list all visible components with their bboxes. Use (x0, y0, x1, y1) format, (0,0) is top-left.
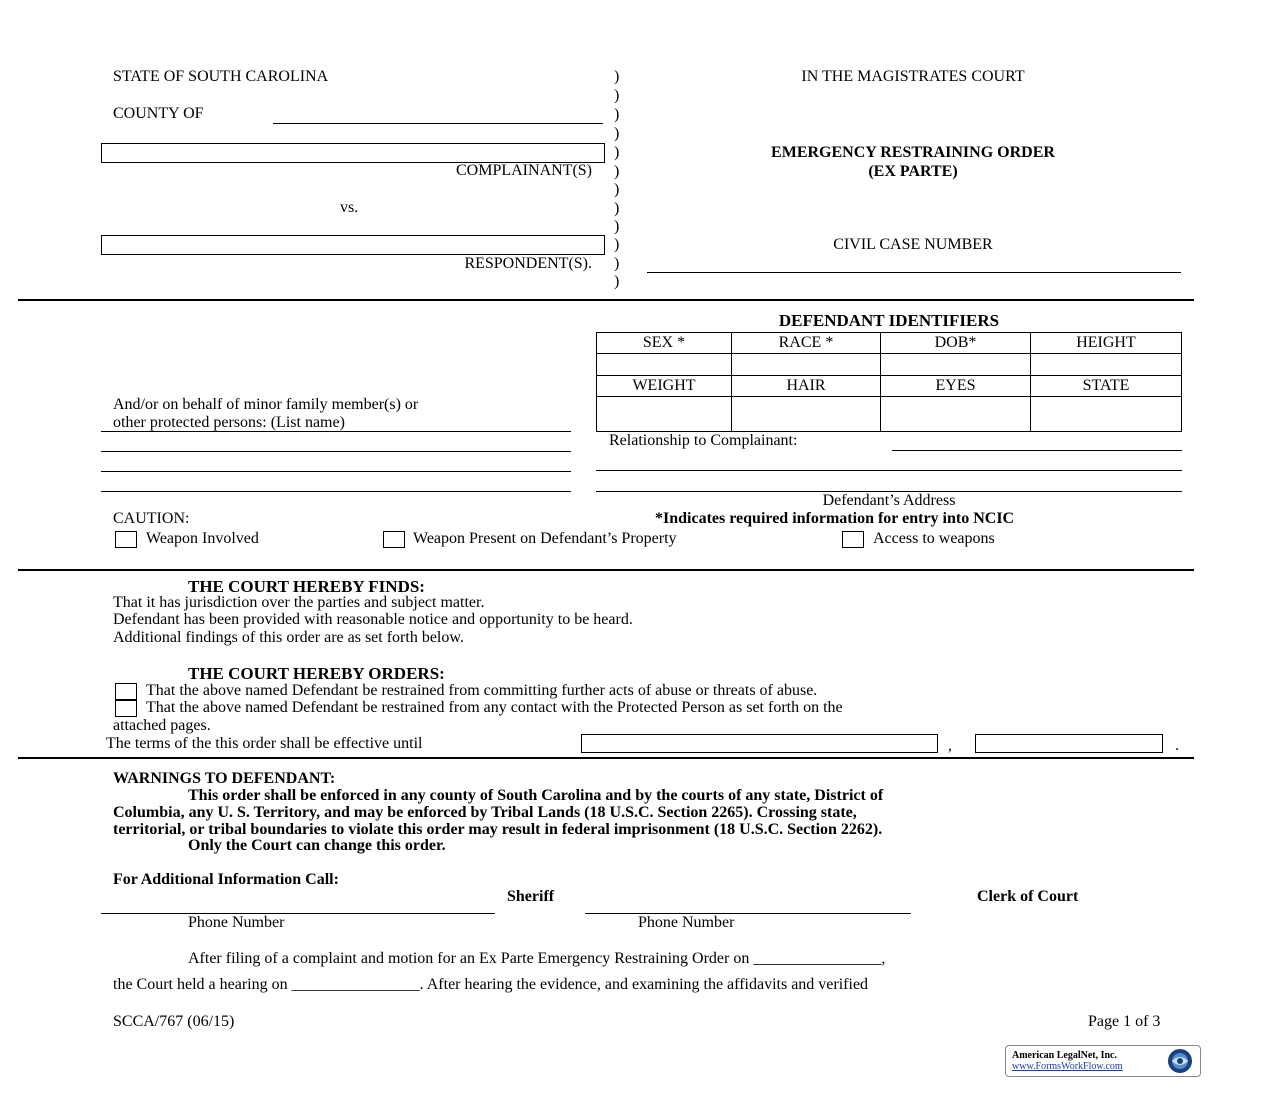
effective-label: The terms of the this order shall be effective until (106, 735, 423, 752)
minor-label-line1: And/or on behalf of minor family member(s) or (113, 396, 419, 413)
id-header-dob: DOB* (881, 333, 1031, 354)
identifiers-heading: DEFENDANT IDENTIFIERS (778, 311, 1000, 330)
paren: ) (614, 163, 620, 180)
finding-line: Additional findings of this order are as set forth below. (113, 629, 464, 646)
access-weapons-label: Access to weapons (873, 530, 995, 547)
minor-line[interactable] (101, 451, 571, 452)
complainant-label: COMPLAINANT(S) (456, 162, 592, 179)
paren: ) (614, 200, 620, 217)
paren: ) (614, 218, 620, 235)
clerk-phone-label: Phone Number (638, 914, 735, 931)
id-weight-cell[interactable] (597, 397, 732, 432)
county-line (273, 123, 603, 124)
id-race-cell[interactable] (732, 354, 881, 376)
order-contact-text-cont: attached pages. (113, 717, 211, 734)
weapon-present-label: Weapon Present on Defendant’s Property (413, 530, 677, 547)
effective-date-field[interactable] (581, 734, 938, 753)
id-header-race: RACE * (732, 333, 881, 354)
section-divider (18, 299, 1194, 301)
clerk-label: Clerk of Court (977, 888, 1079, 905)
id-height-cell[interactable] (1031, 354, 1182, 376)
hearing-line2: the Court held a hearing on ________________. After hearing the evidence, and examining the affidavits and verified (113, 976, 869, 993)
minor-line[interactable] (101, 491, 571, 492)
paren: ) (614, 125, 620, 142)
access-weapons-checkbox[interactable] (842, 531, 864, 548)
weapon-involved-label: Weapon Involved (146, 530, 259, 547)
complainant-field[interactable] (101, 143, 605, 163)
weapon-present-checkbox[interactable] (383, 531, 405, 548)
section-divider (18, 569, 1194, 571)
id-header-sex: SEX * (597, 333, 732, 354)
order-contact-checkbox[interactable] (115, 700, 137, 717)
id-hair-cell[interactable] (732, 397, 881, 432)
minor-line[interactable] (101, 431, 571, 432)
warning-line: Columbia, any U. S. Territory, and may be enforced by Tribal Lands (18 U.S.C. Section 2265). Crossing state, (113, 804, 857, 821)
warning-line: territorial, or tribal boundaries to violate this order may result in federal imprisonment (18 U.S.C. Section 2262). (113, 821, 883, 838)
address-line[interactable] (596, 470, 1182, 471)
clerk-phone-line[interactable] (585, 913, 911, 914)
page-number: Page 1 of 3 (1088, 1013, 1161, 1030)
logo-url[interactable]: www.FormsWorkFlow.com (1012, 1061, 1123, 1072)
hearing-line1: After filing of a complaint and motion for an Ex Parte Emergency Restraining Order on ________________, (188, 950, 886, 967)
contact-heading: For Additional Information Call: (113, 871, 339, 888)
id-header-height: HEIGHT (1031, 333, 1182, 354)
state-name: STATE OF SOUTH CAROLINA (113, 68, 329, 85)
publisher-logo[interactable] (1005, 1045, 1201, 1077)
warnings-heading: WARNINGS TO DEFENDANT: (113, 770, 336, 787)
form-id: SCCA/767 (06/15) (113, 1013, 235, 1030)
section-divider (18, 757, 1194, 759)
id-header-eyes: EYES (881, 376, 1031, 397)
respondent-label: RESPONDENT(S). (464, 255, 592, 272)
paren: ) (614, 273, 620, 290)
respondent-field[interactable] (101, 235, 605, 255)
county-label: COUNTY OF (113, 105, 204, 122)
effective-year-field[interactable] (975, 734, 1163, 753)
order-abuse-checkbox[interactable] (115, 683, 137, 700)
paren: ) (614, 106, 620, 123)
findings-heading: THE COURT HEREBY FINDS: (188, 577, 425, 596)
order-title: EMERGENCY RESTRAINING ORDER (771, 144, 1055, 161)
caution-label: CAUTION: (113, 510, 190, 527)
id-header-state: STATE (1031, 376, 1182, 397)
orders-heading: THE COURT HEREBY ORDERS: (188, 664, 445, 683)
minor-label-line2: other protected persons: (List name) (113, 414, 345, 431)
id-eyes-cell[interactable] (881, 397, 1031, 432)
address-label: Defendant’s Address (822, 492, 956, 509)
sheriff-label: Sheriff (507, 888, 555, 905)
relationship-line[interactable] (892, 450, 1182, 451)
vs-label: vs. (340, 199, 359, 216)
identifiers-header-row (597, 333, 1182, 354)
identifiers-input-row (597, 397, 1182, 432)
order-contact-text: That the above named Defendant be restrained from any contact with the Protected Person as set forth on the (146, 699, 843, 716)
paren: ) (614, 144, 620, 161)
warning-line: This order shall be enforced in any county of South Carolina and by the courts of any state, District of (188, 787, 884, 804)
case-number-line[interactable] (647, 272, 1181, 273)
effective-comma: , (948, 737, 952, 754)
finding-line: Defendant has been provided with reasonable notice and opportunity to be heard. (113, 611, 633, 628)
id-state-cell[interactable] (1031, 397, 1182, 432)
sheriff-phone-line[interactable] (101, 913, 495, 914)
order-subtitle: (EX PARTE) (868, 163, 958, 180)
id-dob-cell[interactable] (881, 354, 1031, 376)
id-sex-cell[interactable] (597, 354, 732, 376)
effective-period: . (1175, 737, 1179, 754)
paren: ) (614, 181, 620, 198)
paren: ) (614, 255, 620, 272)
relationship-label: Relationship to Complainant: (609, 432, 798, 449)
globe-icon (1166, 1047, 1194, 1075)
order-abuse-text: That the above named Defendant be restrained from committing further acts of abuse or threats of abuse. (146, 682, 818, 699)
identifiers-table (596, 332, 1182, 432)
logo-name: American LegalNet, Inc. (1012, 1050, 1117, 1061)
finding-line: That it has jurisdiction over the parties and subject matter. (113, 594, 485, 611)
ncic-note: *Indicates required information for entry into NCIC (655, 510, 1015, 527)
court-name: IN THE MAGISTRATES COURT (801, 68, 1025, 85)
case-number-label: CIVIL CASE NUMBER (833, 236, 993, 253)
paren: ) (614, 87, 620, 104)
id-header-hair: HAIR (732, 376, 881, 397)
identifiers-header-row (597, 376, 1182, 397)
warning-line: Only the Court can change this order. (188, 837, 446, 854)
weapon-involved-checkbox[interactable] (115, 531, 137, 548)
sheriff-phone-label: Phone Number (188, 914, 285, 931)
paren: ) (614, 68, 620, 85)
id-header-weight: WEIGHT (597, 376, 732, 397)
identifiers-input-row (597, 354, 1182, 376)
paren: ) (614, 236, 620, 253)
minor-line[interactable] (101, 471, 571, 472)
